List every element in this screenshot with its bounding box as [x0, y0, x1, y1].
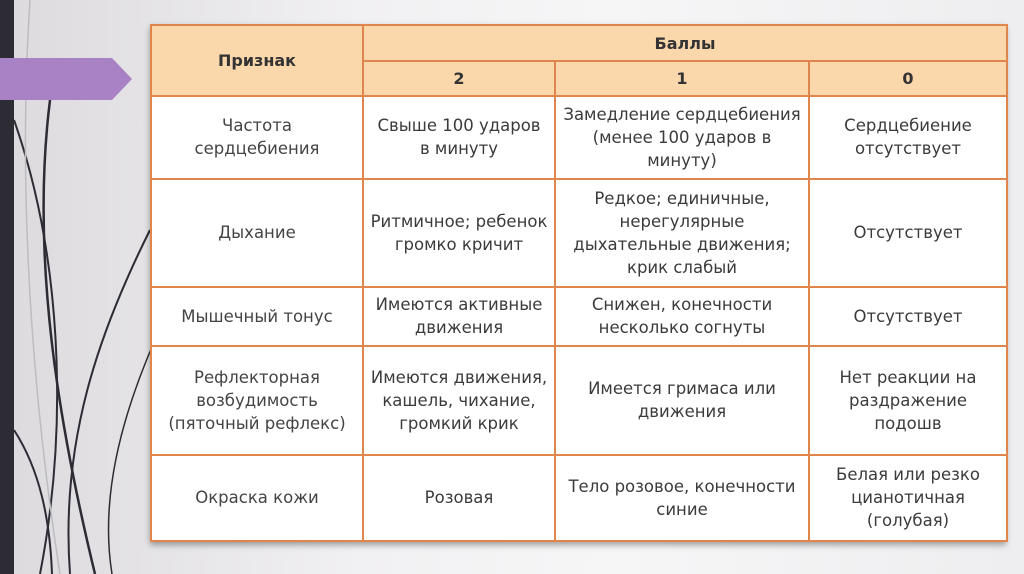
- cell-score-0: Отсутствует: [809, 287, 1007, 346]
- cell-score-1: Редкое; единичные, нерегулярные дыхательные движения; крик слабый: [555, 179, 809, 287]
- arrow-pentagon-icon: [0, 58, 132, 100]
- cell-score-2: Свыше 100 ударов в минуту: [363, 96, 555, 179]
- cell-score-0: Отсутствует: [809, 179, 1007, 287]
- table-row: [151, 287, 1007, 346]
- cell-sign: Частота сердцебиения: [151, 96, 363, 179]
- header-score-2: 2: [363, 61, 555, 95]
- cell-score-1: Снижен, конечности несколько согнуты: [555, 287, 809, 346]
- table-row: [151, 179, 1007, 287]
- header-score-1: 1: [555, 61, 809, 95]
- cell-score-1: Тело розовое, конечности синие: [555, 455, 809, 541]
- cell-score-2: Розовая: [363, 455, 555, 541]
- cell-score-2: Ритмичное; ребенок громко кричит: [363, 179, 555, 287]
- cell-score-2: Имеются движения, кашель, чихание, громкий крик: [363, 346, 555, 455]
- cell-score-1: Имеется гримаса или движения: [555, 346, 809, 455]
- cell-sign: Дыхание: [151, 179, 363, 287]
- apgar-table: [150, 24, 1008, 542]
- table-row: [151, 96, 1007, 179]
- cell-score-0: Сердцебиение отсутствует: [809, 96, 1007, 179]
- cell-score-2: Имеются активные движения: [363, 287, 555, 346]
- cell-sign: Рефлекторная возбудимость (пяточный рефлекс): [151, 346, 363, 455]
- cell-score-0: Белая или резко цианотичная (голубая): [809, 455, 1007, 541]
- cell-sign: Окраска кожи: [151, 455, 363, 541]
- header-points: Баллы: [363, 25, 1007, 61]
- table-row: [151, 455, 1007, 541]
- apgar-table-container: [150, 24, 1006, 542]
- cell-score-0: Нет реакции на раздражение подошв: [809, 346, 1007, 455]
- header-sign: Признак: [151, 25, 363, 96]
- table-row: [151, 346, 1007, 455]
- header-score-0: 0: [809, 61, 1007, 95]
- header-row-top: [151, 25, 1007, 61]
- cell-sign: Мышечный тонус: [151, 287, 363, 346]
- cell-score-1: Замедление сердцебиения (менее 100 ударов в минуту): [555, 96, 809, 179]
